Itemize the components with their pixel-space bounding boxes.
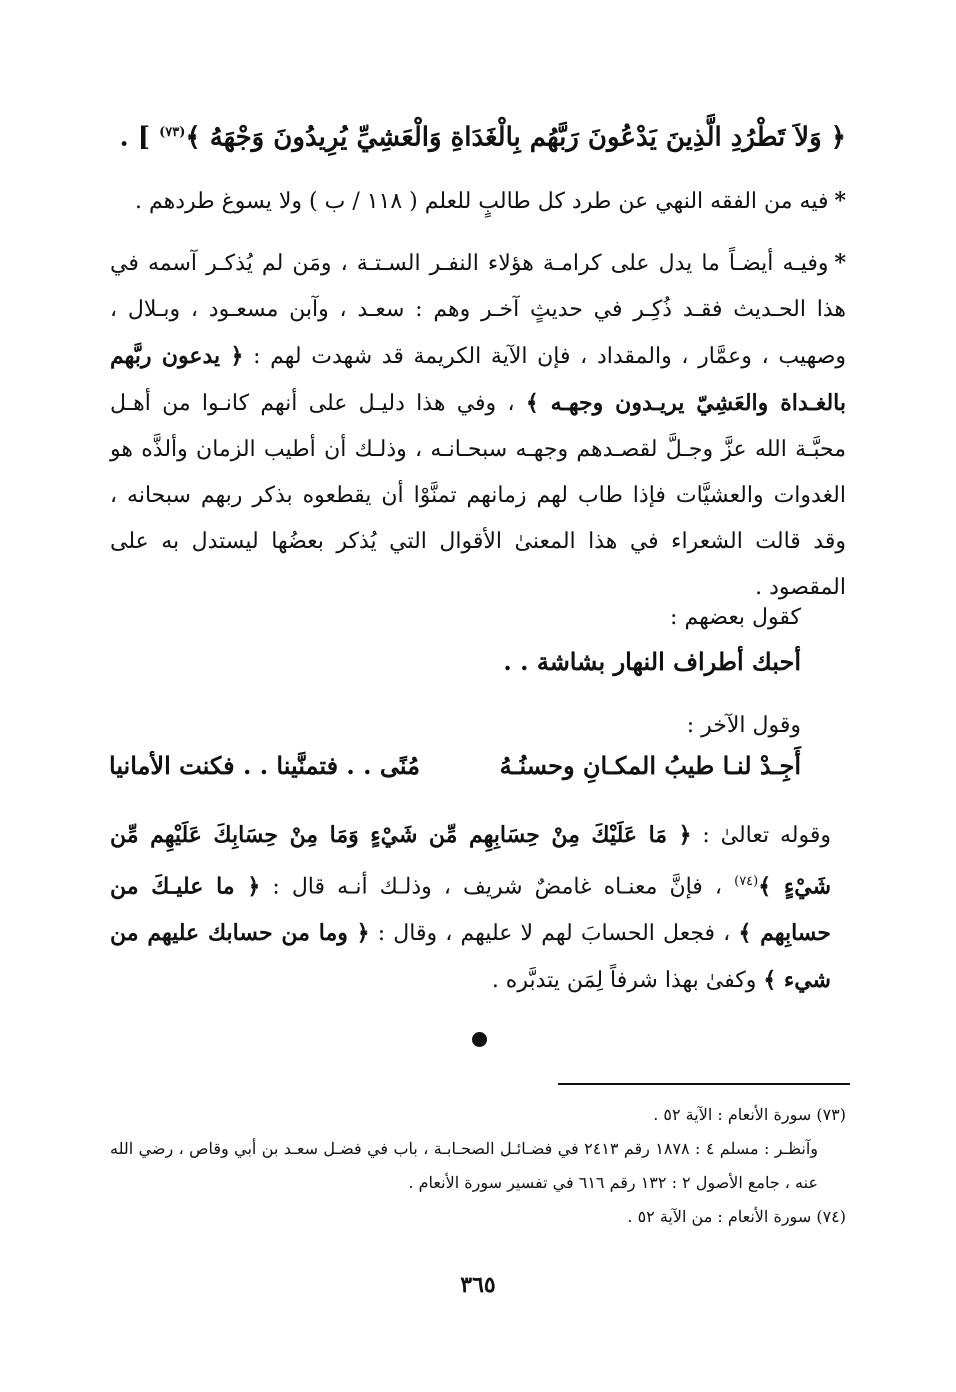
paragraph-2-text-b: ، وفي هذا دليـل على أنهم كانـوا من أهـل محبَّـة الله عزَّ وجـلَّ لقصـدهم وجهـه سبحـانـه ، وذلـك أن أطيب الزمان وألذَّه هو الغدوات والعشيَّات فإذا طاب لهم زمانهم تمنَّوْا أن يقطعوه بذكر ربهم سبحانه ، وقد قالت الشعراء في هذا المعنىٰ الأقوال التي يُذكر بعضُها ليستدل به على المقصود . — [110, 391, 846, 600]
verse-text: وَلاَ تَطْرُدِ الَّذِينَ يَدْعُونَ رَبَّهُم بِالْغَدَاةِ وَالْعَشِيِّ يُرِيدُونَ وَجْهَهُ — [209, 122, 822, 153]
section-dot-icon — [472, 1032, 487, 1047]
paragraph-3-text-b: ، فإنَّ معنـاه غامضٌ شريف ، وذلـك أنـه قال : — [272, 874, 723, 900]
footnotes — [110, 1098, 846, 1234]
paragraph-3-quote-2: ﴿ ما عليـكَ من حسابِهم ﴾ — [110, 873, 831, 947]
paragraph-3-text-c: ، فجعل الحسابَ لهم لا عليهم ، وقال : — [377, 921, 731, 947]
asterisk-icon: * — [834, 188, 846, 214]
poem-2-hemistich-1: أَجِـدْ لنـا طيبُ المكـانِ وحسنُـهُ — [499, 751, 801, 780]
paragraph-2 — [110, 240, 846, 611]
footnote-73-reference: وآنظـر : مسلم ٤ : ١٨٧٨ رقم ٢٤١٣ في فضـائـل الصحـابـة ، باب في فضـل سعـد بن أبي وقاص ، رضي الله عنه ، جامع الأصول ٢ : ١٣٢ رقم ٦١٦ في تفسير سورة الأنعام . — [110, 1139, 819, 1192]
paragraph-2-text-a: وفيـه أيضـاً ما يدل على كرامـة هؤلاء النفـر السـتـة ، ومَن لم يُذكـر آسمه في هذا الحـديث فقـد ذُكِـر في حديثٍ آخـر وهم : سعـد ، وآبن مسعـود ، وبـلال ، وصهيب ، وعمَّار ، والمقداد ، فإن الآية الكريمة قد شهدت لهم : — [110, 251, 847, 369]
paragraph-3-text-a: وقوله تعالىٰ : — [702, 823, 831, 848]
paragraph-3-quote-1: ﴿ مَا عَلَيْكَ مِنْ حِسَابِهِم مِّن شَيْءٍ وَمَا مِنْ حِسَابِكَ عَلَيْهِم مِّن شَيْءٍ ﴾ — [110, 822, 832, 900]
paragraph-2-quote: ﴿ يدعون ربَّهم بالغـداة والعَشِيّ يريـدون وجهـه ﴾ — [110, 343, 846, 416]
verse-end-mark: ] . — [119, 122, 151, 153]
poem-1-verse: أحبك أطراف النهار بشاشة . . — [503, 647, 801, 676]
paragraph-3-text-d: وكفىٰ بهذا شرفاً لِمَن يتدبَّره . — [491, 968, 757, 994]
poem-2-intro: وقول الآخر : — [686, 713, 801, 738]
verse-close-bracket: ﴾ — [185, 122, 201, 153]
footnote-ref-73[interactable]: (٧٣) — [159, 125, 186, 140]
poem-1-intro: كقول بعضهم : — [670, 605, 801, 630]
footnote-74: (٧٤) سورة الأنعام : من الآية ٥٢ . — [627, 1207, 846, 1226]
paragraph-3-quote-3: ﴿ وما من حسابك عليهم من شيء ﴾ — [110, 920, 831, 994]
paragraph-3 — [110, 812, 831, 1004]
poem-2-hemistich-2: مُنًى . . فتمنَّينا . . فكنت الأمانيا — [109, 751, 420, 780]
page-number: ٣٦٥ — [460, 1272, 496, 1298]
footnote-ref-74[interactable]: (٧٤) — [734, 874, 759, 889]
footnote-73: (٧٣) سورة الأنعام : الآية ٥٢ . — [653, 1105, 846, 1124]
poem-2-verse — [109, 744, 801, 788]
verse-open-bracket: ﴿ — [830, 122, 846, 153]
asterisk-icon: * — [834, 250, 846, 276]
paragraph-1-text: فيه من الفقه النهي عن طرد كل طالبٍ للعلم ( ١١٨ / ب ) ولا يسوغ طردهم . — [134, 189, 829, 214]
quran-verse-line — [110, 110, 846, 161]
paragraph-1 — [110, 178, 846, 225]
footnote-divider — [558, 1083, 850, 1085]
